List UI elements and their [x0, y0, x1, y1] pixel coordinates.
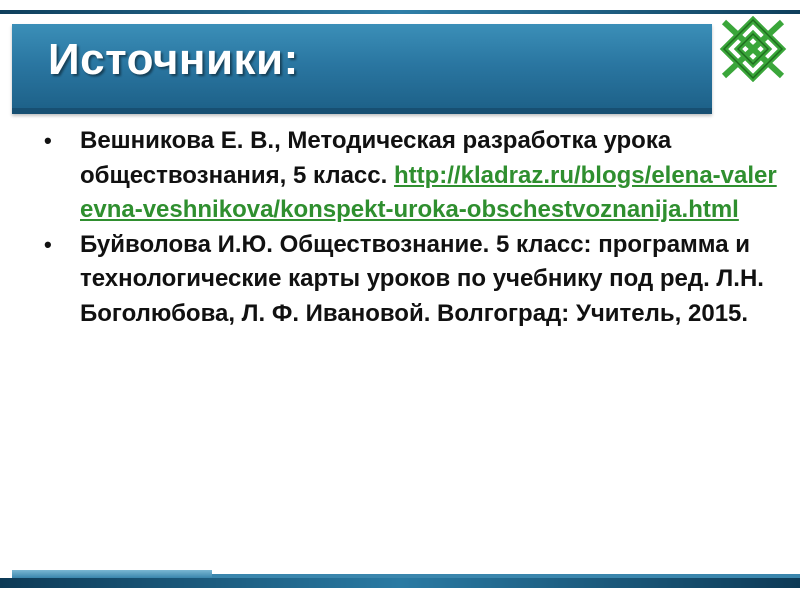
bullet-icon: •	[44, 128, 52, 153]
top-decorative-line	[0, 10, 800, 14]
source-text-2: Буйволова И.Ю. Обществознание. 5 класс: программа и технологические карты уроков по учебнику под ред. Л.Н. Боголюбова, Л. Ф. Ивановой. Волгоград: Учитель, 2015.	[80, 230, 764, 327]
source-item-1	[40, 124, 780, 228]
bottom-accent-bar	[12, 570, 212, 578]
bullet-icon: •	[44, 231, 52, 257]
source-link-1[interactable]: http://kladraz.ru/blogs/elena-valerevna-veshnikova/konspekt-uroka-obschestvoznanija.html	[80, 161, 777, 223]
source-item-2	[40, 228, 780, 332]
celtic-knot-logo-icon	[718, 16, 788, 82]
sources-list	[40, 124, 780, 331]
bottom-decorative-bar	[0, 578, 800, 588]
slide-title: Источники:	[48, 35, 299, 84]
source-text-1: Вешникова Е. В., Методическая разработка урока обществознания, 5 класс.	[80, 127, 672, 189]
